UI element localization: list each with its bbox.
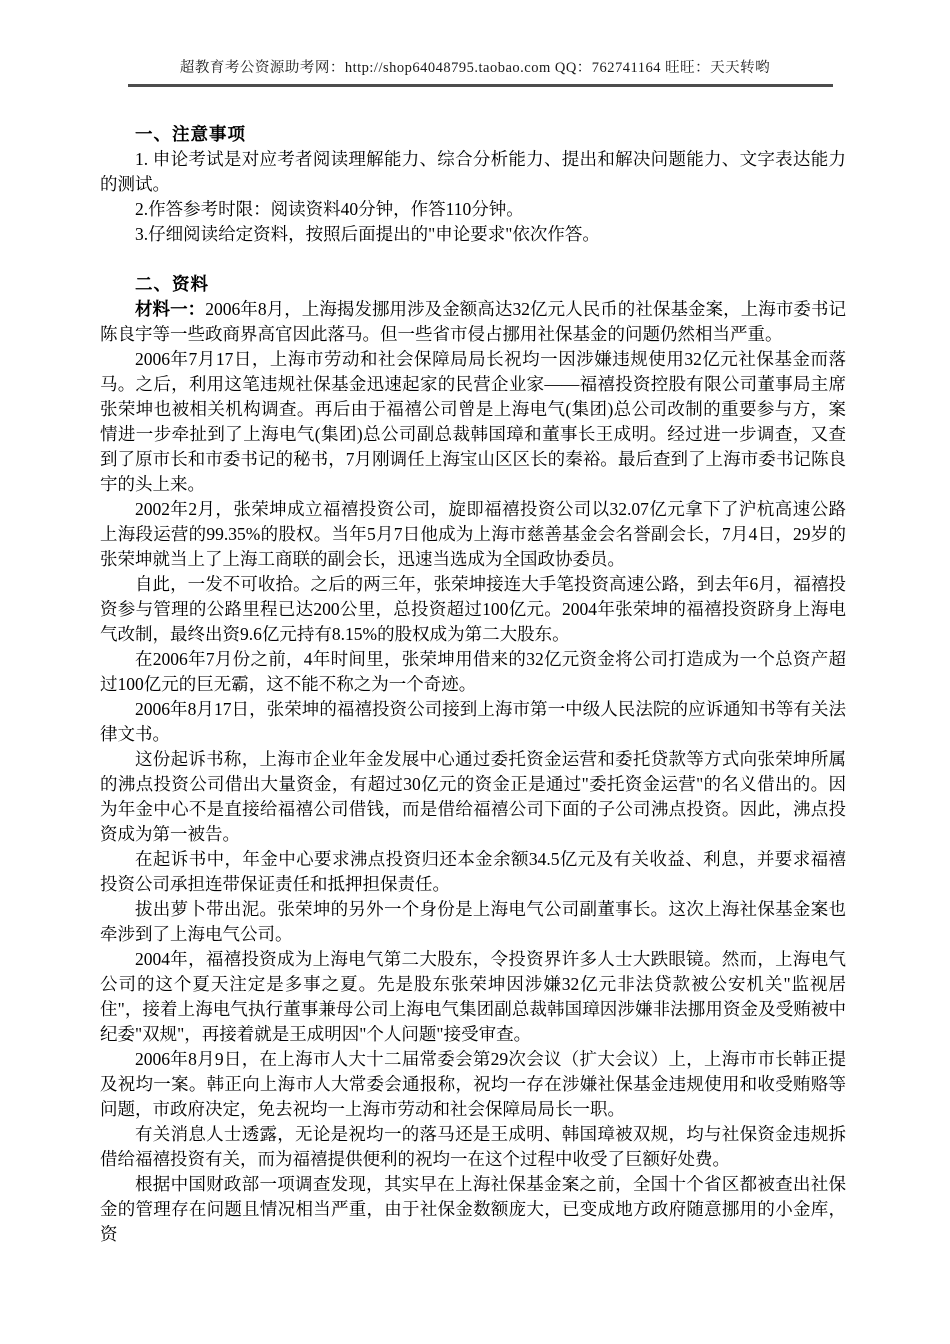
notice-item-3: 3.仔细阅读给定资料，按照后面提出的"申论要求"依次作答。: [135, 224, 600, 244]
material-one-intro-paragraph: [100, 297, 846, 347]
material-paragraph: 这份起诉书称，上海市企业年金发展中心通过委托资金运营和委托贷款等方式向张荣坤所属的沸点投资公司借出大量资金，有超过30亿元的资金正是通过"委托资金运营"的名义借出的。因为年金中心不是直接给福禧公司借钱，而是借给福禧公司下面的子公司沸点投资。因此，沸点投资成为第一被告。: [100, 749, 846, 844]
header-divider: [128, 84, 833, 87]
material-paragraph: 有关消息人士透露，无论是祝均一的落马还是王成明、韩国璋被双规，均与社保资金违规拆借给福禧投资有关，而为福禧提供便利的祝均一在这个过程中收受了巨额好处费。: [100, 1124, 846, 1169]
material-paragraph: 2002年2月，张荣坤成立福禧投资公司，旋即福禧投资公司以32.07亿元拿下了沪杭高速公路上海段运营的99.35%的股权。当年5月7日他成为上海市慈善基金会名誉副会长，7月4日，29岁的张荣坤就当上了上海工商联的副会长，迅速当选成为全国政协委员。: [100, 499, 846, 569]
page-header: [0, 58, 950, 78]
material-paragraph: 在起诉书中，年金中心要求沸点投资归还本金余额34.5亿元及有关收益、利息，并要求福禧投资公司承担连带保证责任和抵押担保责任。: [100, 849, 846, 894]
document-body: [100, 122, 846, 1247]
material-paragraph: 根据中国财政部一项调查发现，其实早在上海社保基金案之前，全国十个省区都被查出社保金的管理存在问题且情况相当严重，由于社保金数额庞大，已变成地方政府随意挪用的小金库，资: [100, 1174, 846, 1244]
material-one-label: 材料一：: [135, 299, 206, 319]
section-heading-notice: 一、注意事项: [135, 124, 246, 144]
header-site-info: 超教育考公资源助考网：http://shop64048795.taobao.com QQ：762741164 旺旺：天天转哟: [179, 60, 771, 76]
material-paragraph: 2006年8月9日，在上海市人大十二届常委会第29次会议（扩大会议）上，上海市市长韩正提及祝均一案。韩正向上海市人大常委会通报称，祝均一存在涉嫌社保基金违规使用和收受贿赂等问题，市政府决定，免去祝均一上海市劳动和社会保障局局长一职。: [100, 1049, 846, 1119]
material-paragraph: 2004年，福禧投资成为上海电气第二大股东，令投资界许多人士大跌眼镜。然而，上海电气公司的这个夏天注定是多事之夏。先是股东张荣坤因涉嫌32亿元非法贷款被公安机关"监视居住"，接着上海电气执行董事兼母公司上海电气集团副总裁韩国璋因涉嫌非法挪用资金及受贿被中纪委"双规"，再接着就是王成明因"个人问题"接受审查。: [100, 949, 846, 1044]
material-paragraph: 在2006年7月份之前，4年时间里，张荣坤用借来的32亿元资金将公司打造成为一个总资产超过100亿元的巨无霸，这不能不称之为一个奇迹。: [100, 649, 846, 694]
section-heading-materials: 二、资料: [135, 274, 209, 294]
notice-item-1: 1. 申论考试是对应考者阅读理解能力、综合分析能力、提出和解决问题能力、文字表达能力的测试。: [100, 149, 846, 194]
material-paragraph: 2006年8月17日，张荣坤的福禧投资公司接到上海市第一中级人民法院的应诉通知书等有关法律文书。: [100, 699, 846, 744]
notice-item-2: 2.作答参考时限：阅读资料40分钟，作答110分钟。: [135, 199, 524, 219]
material-paragraph: 拔出萝卜带出泥。张荣坤的另外一个身份是上海电气公司副董事长。这次上海社保基金案也牵涉到了上海电气公司。: [100, 899, 846, 944]
material-paragraph: 2006年7月17日，上海市劳动和社会保障局局长祝均一因涉嫌违规使用32亿元社保基金而落马。之后，利用这笔违规社保基金迅速起家的民营企业家——福禧投资控股有限公司董事局主席张荣坤也被相关机构调查。再后由于福禧公司曾是上海电气(集团)总公司改制的重要参与方，案情进一步牵扯到了上海电气(集团)总公司副总裁韩国璋和董事长王成明。经过进一步调查，又查到了原市长和市委书记的秘书，7月刚调任上海宝山区区长的秦裕。最后查到了上海市委书记陈良宇的头上来。: [100, 349, 846, 494]
material-one-intro-text: 2006年8月，上海揭发挪用涉及金额高达32亿元人民币的社保基金案，上海市委书记陈良宇等一些政商界高官因此落马。但一些省市侵占挪用社保基金的问题仍然相当严重。: [100, 299, 847, 344]
material-paragraph: 自此，一发不可收拾。之后的两三年，张荣坤接连大手笔投资高速公路，到去年6月，福禧投资参与管理的公路里程已达200公里，总投资超过100亿元。2004年张荣坤的福禧投资跻身上海电气改制，最终出资9.6亿元持有8.15%的股权成为第二大股东。: [100, 574, 846, 644]
